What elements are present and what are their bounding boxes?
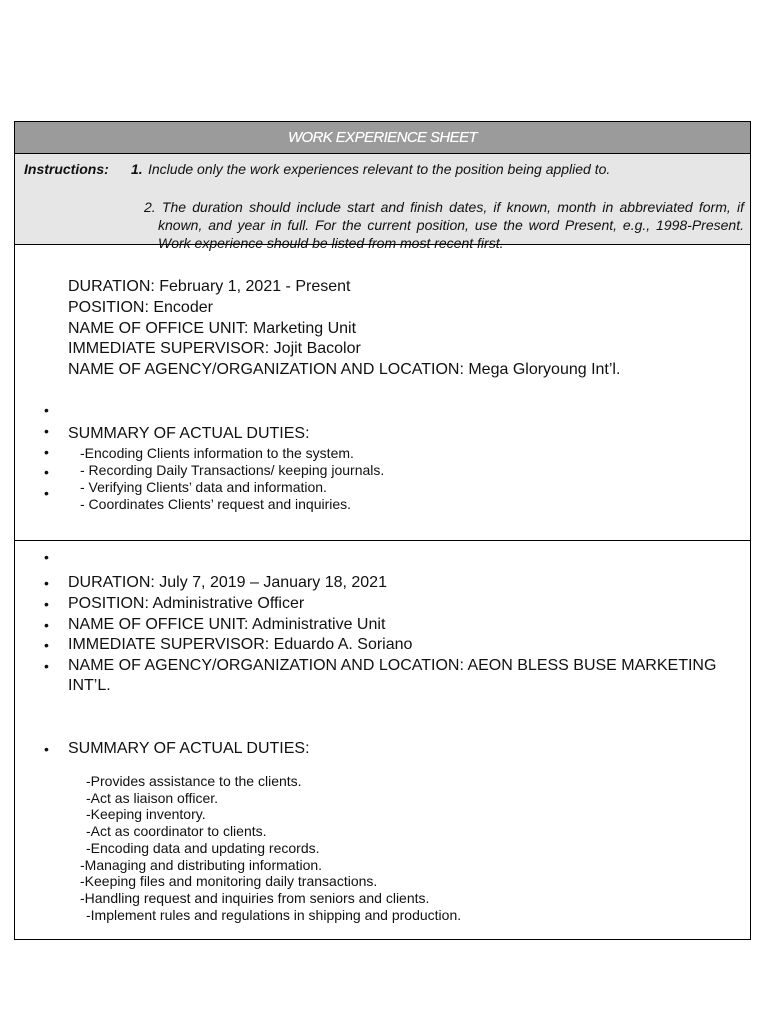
agency-field: NAME OF AGENCY/ORGANIZATION AND LOCATION: AEON BLESS BUSE MARKETING INT’L. bbox=[68, 657, 717, 694]
position-field: POSITION: Administrative Officer bbox=[68, 595, 305, 612]
duty-item: -Implement rules and regulations in shipping and production. bbox=[86, 907, 462, 923]
summary-label: SUMMARY OF ACTUAL DUTIES: bbox=[68, 425, 310, 442]
bullet-icon: • bbox=[44, 485, 49, 501]
instructions-box bbox=[15, 154, 750, 251]
duration-field: DURATION: July 7, 2019 – January 18, 2021 bbox=[68, 574, 387, 591]
supervisor-field: IMMEDIATE SUPERVISOR: Eduardo A. Soriano bbox=[68, 636, 413, 653]
agency-field: NAME OF AGENCY/ORGANIZATION AND LOCATION: Mega Gloryoung Int’l. bbox=[68, 361, 621, 378]
sheet-title: WORK EXPERIENCE SHEET bbox=[15, 122, 750, 154]
bullet-icon: • bbox=[44, 658, 49, 674]
instructions-label: Instructions: bbox=[24, 161, 109, 177]
bullet-icon: • bbox=[44, 444, 49, 460]
work-experience-sheet bbox=[14, 121, 751, 940]
duty-item: - Verifying Clients’ data and information. bbox=[80, 479, 327, 495]
duty-item: -Handling request and inquiries from seniors and clients. bbox=[80, 890, 430, 906]
bullet-icon: • bbox=[44, 464, 49, 480]
duration-field: DURATION: February 1, 2021 - Present bbox=[68, 278, 351, 295]
duty-item: -Act as liaison officer. bbox=[86, 790, 219, 806]
bullet-icon: • bbox=[44, 596, 49, 612]
duty-item: -Keeping files and monitoring daily transactions. bbox=[80, 873, 378, 889]
summary-label: SUMMARY OF ACTUAL DUTIES: bbox=[68, 740, 310, 757]
instruction-1-number: 1. bbox=[131, 161, 143, 177]
duty-item: -Provides assistance to the clients. bbox=[86, 773, 302, 789]
bullet-icon: • bbox=[44, 637, 49, 653]
duty-item: -Act as coordinator to clients. bbox=[86, 823, 267, 839]
bullet-icon: • bbox=[44, 575, 49, 591]
bullet-icon: • bbox=[44, 402, 49, 418]
office-unit-field: NAME OF OFFICE UNIT: Administrative Unit bbox=[68, 616, 386, 633]
instruction-2-text: 2. The duration should include start and finish dates, if known, month in abbreviated form, if known, and year in full. For the current position, use the word Present, e.g., 1998-Present. Work experience should be listed from most recent first. bbox=[144, 199, 744, 251]
bullet-icon: • bbox=[44, 741, 49, 757]
bullet-icon: • bbox=[44, 423, 49, 439]
instruction-1-text: Include only the work experiences relevant to the position being applied to. bbox=[148, 161, 611, 177]
duty-item: -Keeping inventory. bbox=[86, 806, 206, 822]
supervisor-field: IMMEDIATE SUPERVISOR: Jojit Bacolor bbox=[68, 340, 361, 357]
position-field: POSITION: Encoder bbox=[68, 299, 213, 316]
bullet-icon: • bbox=[44, 549, 49, 565]
duty-item: -Encoding Clients information to the system. bbox=[80, 445, 354, 461]
duty-item: - Coordinates Clients’ request and inquiries. bbox=[80, 496, 352, 512]
office-unit-field: NAME OF OFFICE UNIT: Marketing Unit bbox=[68, 320, 357, 337]
duty-item: -Managing and distributing information. bbox=[80, 857, 323, 873]
duty-item: -Encoding data and updating records. bbox=[86, 840, 320, 856]
bullet-icon: • bbox=[44, 617, 49, 633]
duty-item: - Recording Daily Transactions/ keeping journals. bbox=[80, 462, 385, 478]
